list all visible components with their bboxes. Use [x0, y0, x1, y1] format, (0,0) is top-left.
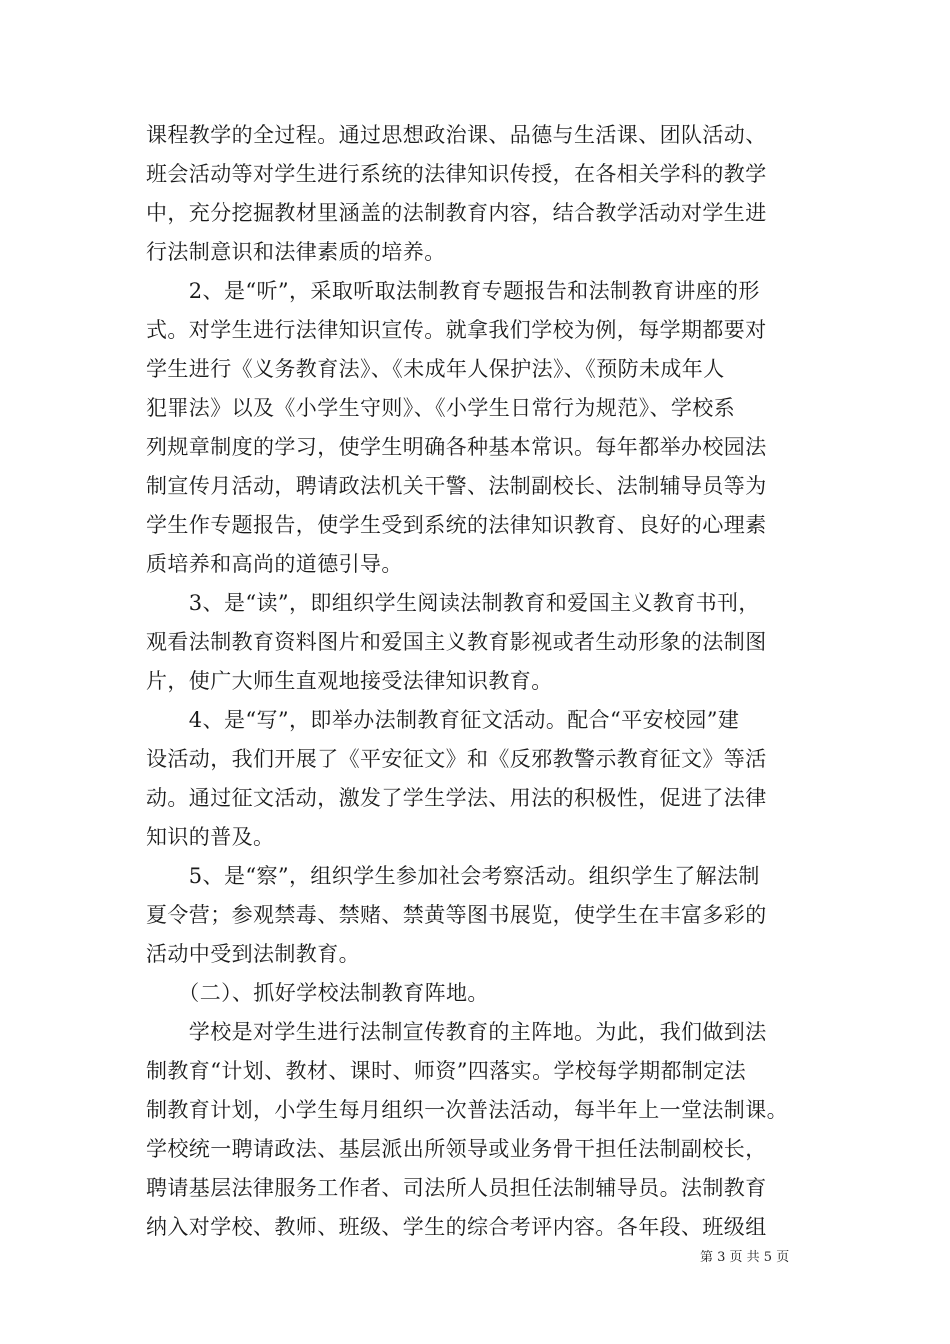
text-line: 班会活动等对学生进行系统的法律知识传授，在各相关学科的教学: [146, 162, 767, 186]
text-line: 动。通过征文活动，激发了学生学法、用法的积极性，促进了法律: [146, 786, 767, 810]
text-line: 列规章制度的学习，使学生明确各种基本常识。每年都举办校园法: [146, 435, 767, 459]
text-line: 犯罪法》以及《小学生守则》、《小学生日常行为规范》、学校系: [146, 396, 736, 420]
text-line: 3、是“读”，即组织学生阅读法制教育和爱国主义教育书刊，: [146, 591, 760, 615]
text-line: 聘请基层法律服务工作者、司法所人员担任法制辅导员。法制教育: [146, 1176, 767, 1200]
text-line: 制教育计划，小学生每月组织一次普法活动，每半年上一堂法制课。: [146, 1098, 788, 1122]
text-line: 知识的普及。: [146, 825, 275, 849]
text-line: 4、是“写”，即举办法制教育征文活动。配合“平安校园”建: [146, 708, 740, 732]
text-line: 夏令营；参观禁毒、禁赌、禁黄等图书展览，使学生在丰富多彩的: [146, 903, 767, 927]
text-line: 学校统一聘请政法、基层派出所领导或业务骨干担任法制副校长，: [146, 1137, 767, 1161]
text-line: 5、是“察”，组织学生参加社会考察活动。组织学生了解法制: [146, 864, 760, 888]
text-line: 课程教学的全过程。通过思想政治课、品德与生活课、团队活动、: [146, 123, 767, 147]
text-line: 设活动，我们开展了《平安征文》和《反邪教警示教育征文》等活: [146, 747, 767, 771]
text-line: 学校是对学生进行法制宣传教育的主阵地。为此，我们做到法: [146, 1020, 767, 1044]
text-line: 活动中受到法制教育。: [146, 942, 360, 966]
text-line: 片，使广大师生直观地接受法律知识教育。: [146, 669, 553, 693]
text-line: 观看法制教育资料图片和爱国主义教育影视或者生动形象的法制图: [146, 630, 767, 654]
text-line: 学生作专题报告，使学生受到系统的法律知识教育、良好的心理素: [146, 513, 767, 537]
text-line: 质培养和高尚的道德引导。: [146, 552, 403, 576]
text-line: 中，充分挖掘教材里涵盖的法制教育内容，结合教学活动对学生进: [146, 201, 767, 225]
text-line: 式。对学生进行法律知识宣传。就拿我们学校为例，每学期都要对: [146, 318, 767, 342]
text-line: 行法制意识和法律素质的培养。: [146, 240, 446, 264]
document-body: [146, 116, 806, 1247]
section-heading: （二）、抓好学校法制教育阵地。: [146, 981, 489, 1005]
text-line: 纳入对学校、教师、班级、学生的综合考评内容。各年段、班级组: [146, 1215, 767, 1239]
page-number-footer: 第 3 页 共 5 页: [700, 1250, 790, 1265]
text-line: 制教育“计划、教材、课时、师资”四落实。学校每学期都制定法: [146, 1059, 747, 1083]
text-line: 制宣传月活动，聘请政法机关干警、法制副校长、法制辅导员等为: [146, 474, 767, 498]
text-line: 2、是“听”，采取听取法制教育专题报告和法制教育讲座的形: [146, 279, 760, 303]
text-line: 学生进行《义务教育法》、《未成年人保护法》、《预防未成年人: [146, 357, 725, 381]
